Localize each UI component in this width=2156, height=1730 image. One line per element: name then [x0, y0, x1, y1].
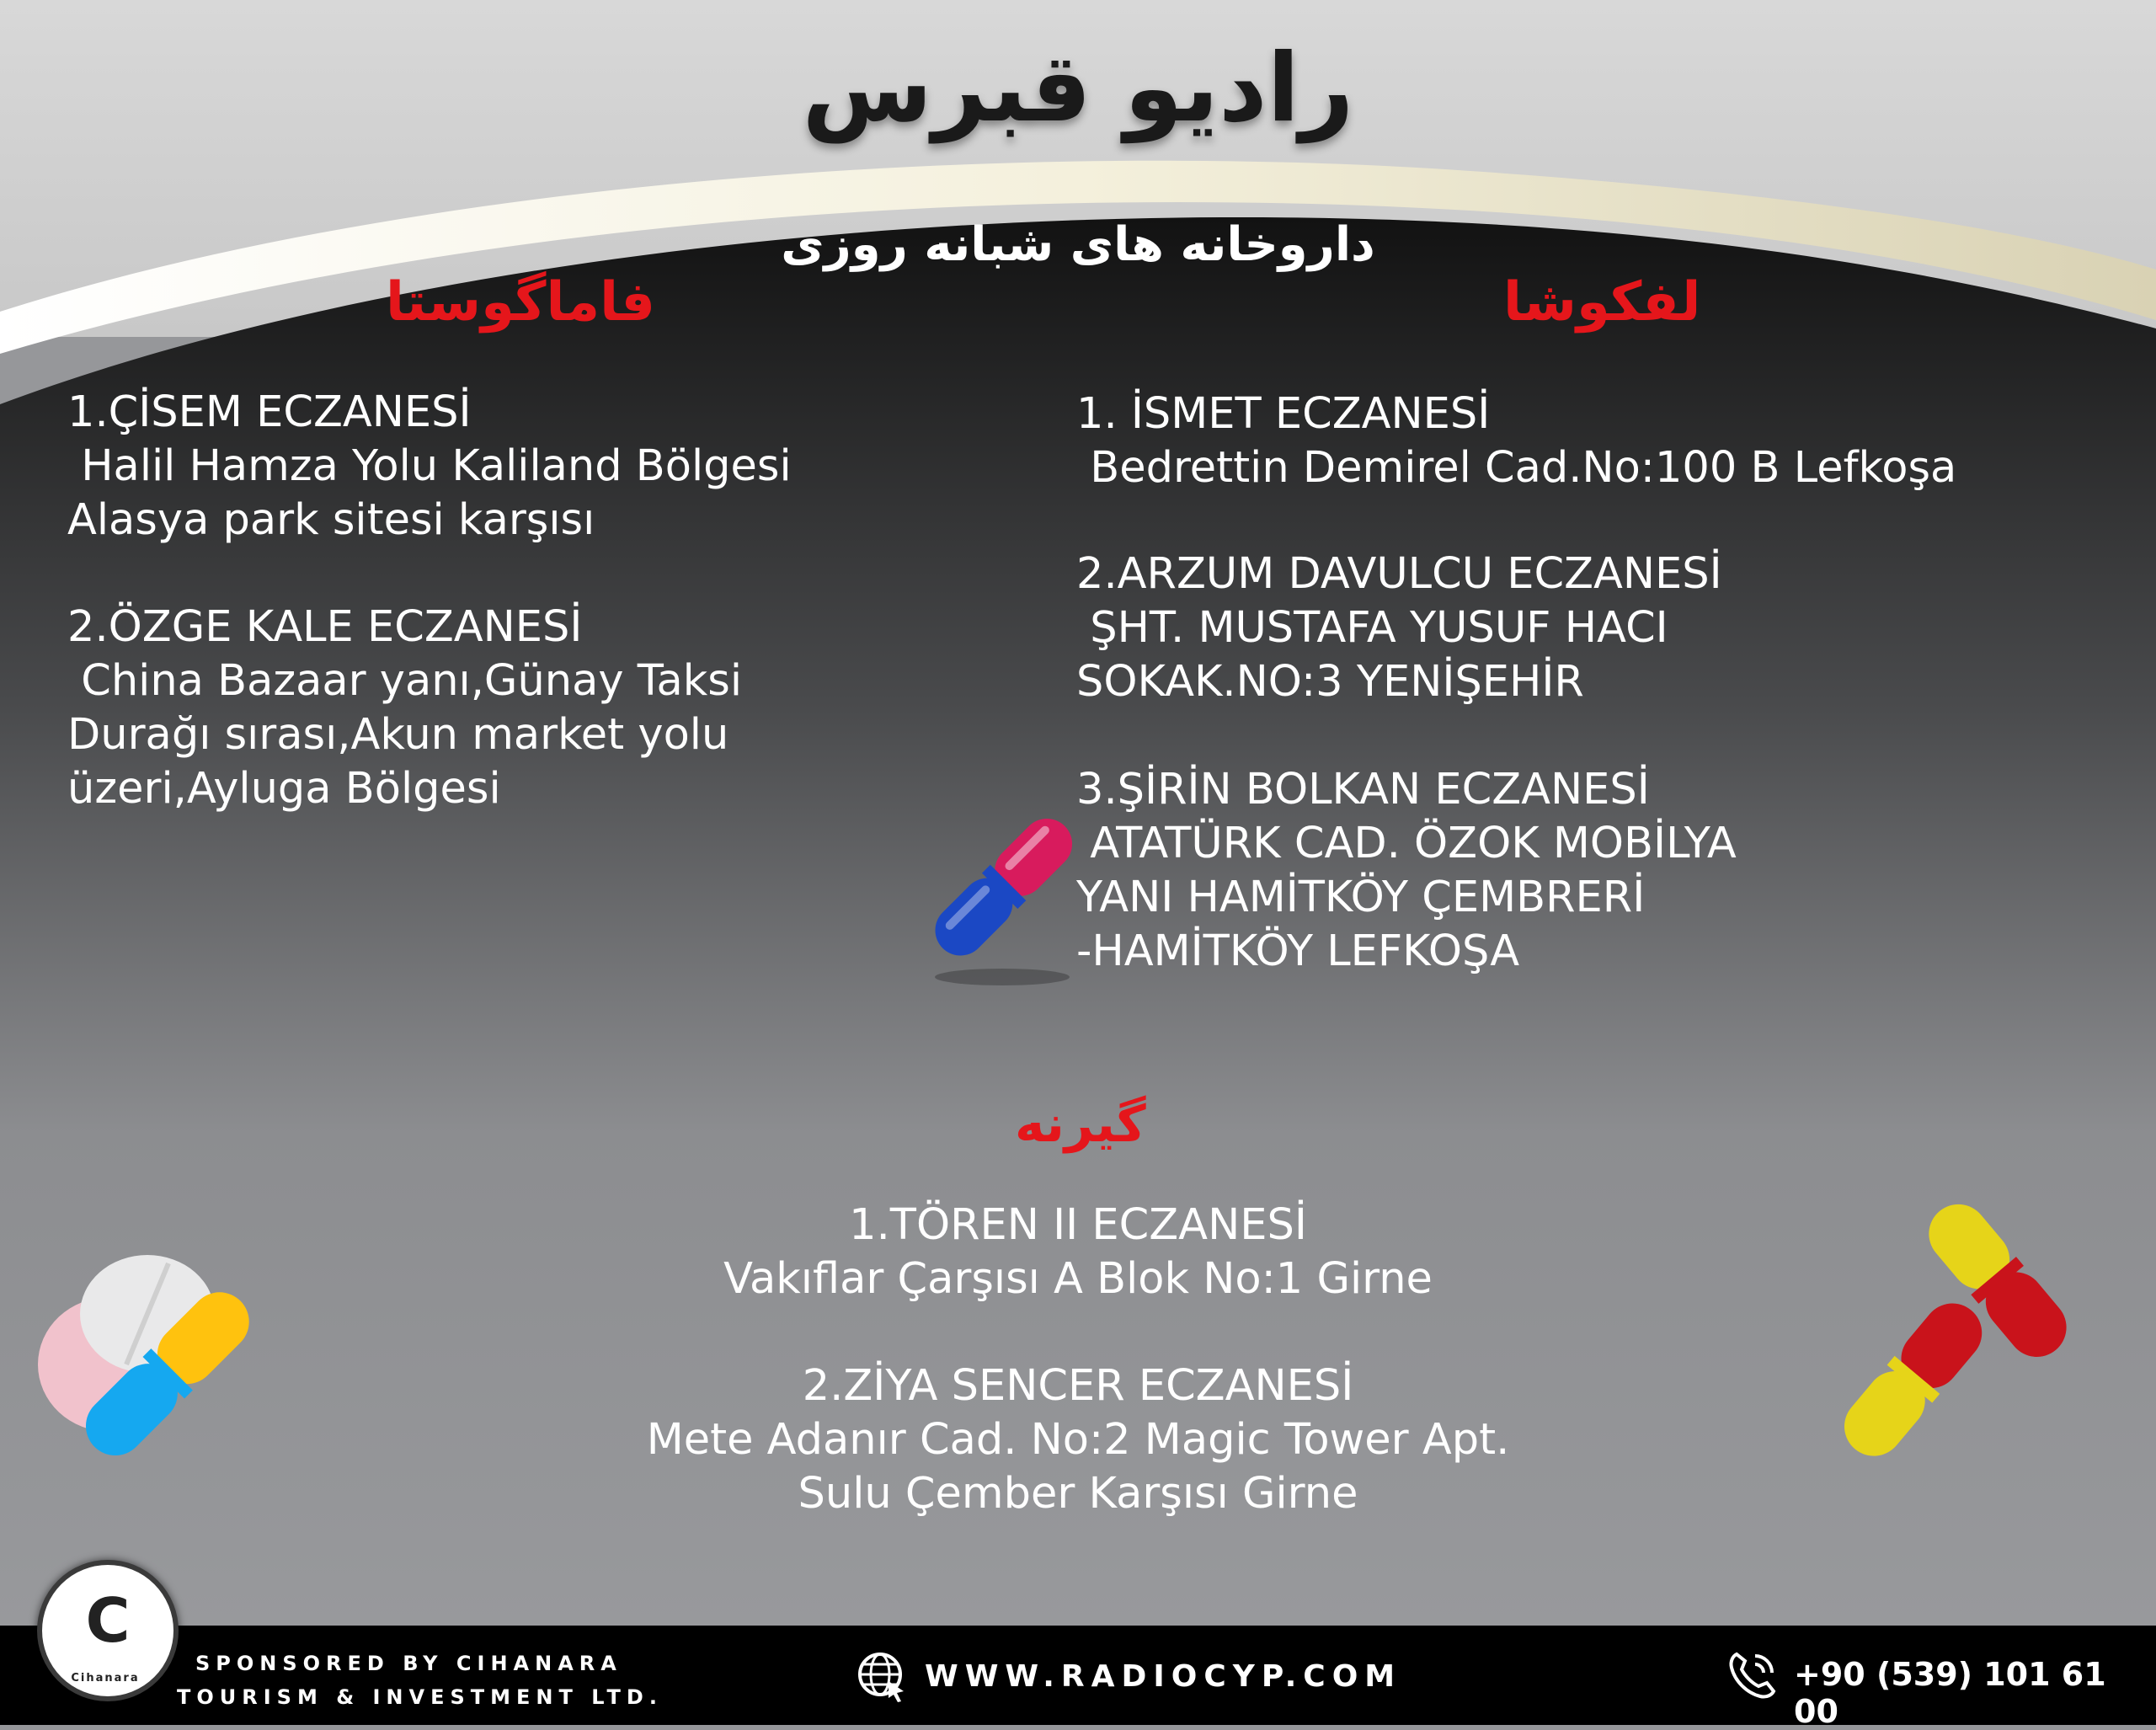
website-link[interactable]: WWW.RADIOCYP.COM	[925, 1659, 1402, 1694]
page-subtitle: داروخانه های شبانه روزی	[781, 217, 1375, 272]
phone-icon	[1725, 1649, 1779, 1703]
pharmacy-entry: 2.ARZUM DAVULCU ECZANESİ ŞHT. MUSTAFA YUSUF HACI SOKAK.NO:3 YENİŞEHİR	[1076, 549, 1722, 707]
pharmacy-entry: 1. İSMET ECZANESİ Bedrettin Demirel Cad.No:100 B Lefkoşa	[1076, 389, 1957, 493]
city-label-girne: گیرنه	[1015, 1095, 1146, 1154]
sponsor-line-1: SPONSORED BY CIHANARA	[195, 1652, 622, 1675]
page-title: رادیو قبرس	[802, 34, 1354, 143]
pharmacy-entry: 3.ŞİRİN BOLKAN ECZANESİ ATATÜRK CAD. ÖZOK MOBİLYA YANI HAMİTKÖY ÇEMBRERİ -HAMİTKÖY LEFKOŞA	[1076, 765, 1737, 976]
globe-icon	[855, 1649, 909, 1703]
pill-capsule-icon	[910, 796, 1095, 990]
pharmacy-entry: 1.TÖREN II ECZANESİ Vakıflar Çarşısı A Blok No:1 Girne	[723, 1200, 1433, 1304]
sponsor-text	[177, 1647, 663, 1714]
tablet-icon	[34, 1247, 286, 1491]
pharmacy-entry: 2.ZİYA SENCER ECZANESİ Mete Adanır Cad. No:2 Magic Tower Apt. Sulu Çember Karşısı Girne	[646, 1361, 1510, 1519]
pharmacy-entry: 1.ÇİSEM ECZANESİ Halil Hamza Yolu Kaliland Bölgesi Alasya park sitesi karşısı	[67, 387, 792, 545]
city-label-famagusta: فاماگوستا	[386, 271, 656, 334]
logo-text: Cihanara	[71, 1672, 140, 1685]
city-label-lefkosa: لفکوشا	[1503, 271, 1701, 334]
pill-capsule-icon	[1819, 1196, 2122, 1499]
phone-number[interactable]: +90 (539) 101 61 00	[1794, 1656, 2106, 1730]
logo-letter: C	[85, 1585, 131, 1656]
sponsor-line-2: TOURISM & INVESTMENT LTD.	[177, 1685, 663, 1709]
pharmacy-entry: 2.ÖZGE KALE ECZANESİ China Bazaar yanı,Günay Taksi Durağı sırası,Akun market yolu üzeri,Ayluga Bölgesi	[67, 602, 742, 814]
